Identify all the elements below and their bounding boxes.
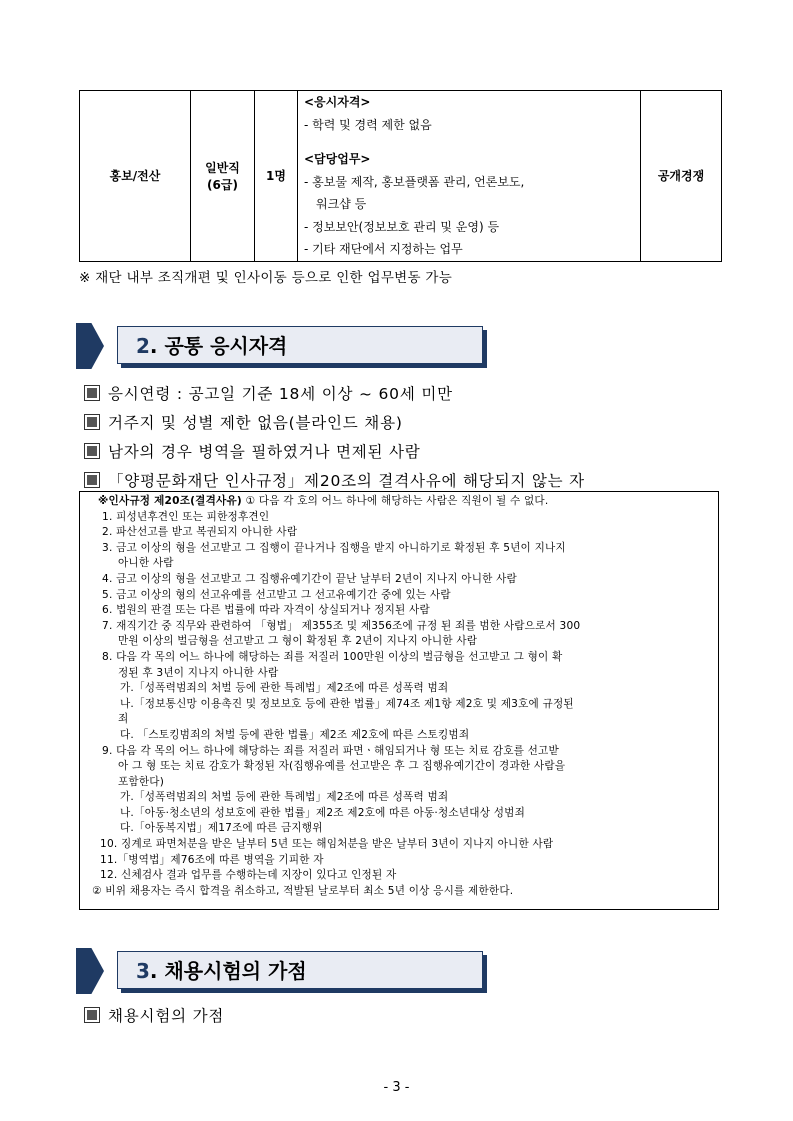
legal-line: 다. 「스토킹범죄의 처벌 등에 관한 법률」제2조 제2호에 따른 스토킹범죄 xyxy=(120,728,470,741)
grade-cell: 일반직 (6급) xyxy=(191,91,255,262)
legal-line: 다.「아동복지법」제17조에 따른 금지행위 xyxy=(120,822,323,835)
square-bullet-icon xyxy=(84,1007,100,1023)
legal-line: 6. 법원의 판결 또는 다른 법률에 따라 자격이 상실되거나 정지된 사람 xyxy=(102,604,430,617)
disqualification-box xyxy=(79,491,719,910)
legal-heading: ※인사규정 제20조(결격사유) ① 다음 각 호의 어느 하나에 해당하는 사람은 직원이 될 수 없다. xyxy=(98,495,549,507)
legal-line: 정된 후 3년이 지나지 아니한 사람 xyxy=(118,666,279,679)
legal-line: 나.「아동·청소년의 성보호에 관한 법률」제2조 제2호에 따른 아동·청소년대상 성범죄 xyxy=(120,806,526,819)
legal-line: 11.「병역법」제76조에 따른 병역을 기피한 자 xyxy=(100,853,324,866)
square-bullet-icon xyxy=(84,472,100,488)
legal-line: 만원 이상의 벌금형을 선고받고 그 형이 확정된 후 2년이 지나지 아니한 사람 xyxy=(118,635,478,648)
method-cell: 공개경쟁 xyxy=(641,91,722,262)
legal-line: 포함한다) xyxy=(118,775,165,788)
bullet-text: 「양평문화재단 인사규정」제20조의 결격사유에 해당되지 않는 자 xyxy=(108,472,585,490)
duty-line: - 학력 및 경력 제한 없음 xyxy=(304,117,432,132)
section-arrow-icon xyxy=(76,323,104,369)
page-number: - 3 - xyxy=(383,1080,410,1095)
legal-line: 10. 징계로 파면처분을 받은 날부터 5년 또는 해임처분을 받은 날부터 3년이 지나지 아니한 사람 xyxy=(100,838,554,851)
field-cell: 홍보/전산 xyxy=(80,91,191,262)
square-bullet-icon xyxy=(84,414,100,430)
legal-line: 5. 금고 이상의 형의 선고유예를 선고받고 그 선고유예기간 중에 있는 사람 xyxy=(102,588,451,601)
section-arrow-icon xyxy=(76,948,104,994)
legal-line: 12. 신체검사 결과 업무를 수행하는데 지장이 있다고 인정된 자 xyxy=(100,869,397,882)
legal-line: 4. 금고 이상의 형을 선고받고 그 집행유예기간이 끝난 날부터 2년이 지나지 아니한 사람 xyxy=(102,572,517,585)
section-2-header: 2. 공통 응시자격 xyxy=(117,326,483,364)
legal-line: 9. 다음 각 목의 어느 하나에 해당하는 죄를 저질러 파면ㆍ해임되거나 형 또는 치료 감호를 선고받 xyxy=(102,744,559,757)
legal-line: 7. 재직기간 중 직무와 관련하여 「형법」 제355조 및 제356조에 규정 된 죄를 범한 사람으로서 300 xyxy=(102,619,581,632)
legal-line: 2. 파산선고를 받고 복권되지 아니한 사람 xyxy=(102,526,298,539)
duty-heading: <담당업무> xyxy=(304,152,371,166)
duty-heading: <응시자격> xyxy=(304,95,371,109)
reorg-note: ※ 재단 내부 조직개편 및 인사이동 등으로 인한 업무변동 가능 xyxy=(79,270,453,286)
duty-spacer xyxy=(304,136,636,148)
count-cell: 1명 xyxy=(255,91,298,262)
bullet-text: 거주지 및 성별 제한 없음(블라인드 채용) xyxy=(108,414,403,432)
legal-line: 아니한 사람 xyxy=(118,557,174,570)
duty-line: 워크샵 등 xyxy=(316,197,367,211)
bullet-item xyxy=(84,410,403,434)
legal-line: 가.「성폭력범죄의 처벌 등에 관한 특례법」제2조에 따른 성폭력 범죄 xyxy=(120,791,449,804)
bullet-text: 응시연령 : 공고일 기준 18세 이상 ~ 60세 미만 xyxy=(108,385,453,403)
legal-line: 8. 다음 각 목의 어느 하나에 해당하는 죄를 저질러 100만원 이상의 벌금형을 선고받고 그 형이 확 xyxy=(102,650,563,663)
bullet-text: 남자의 경우 병역을 필하였거나 면제된 사람 xyxy=(108,443,421,461)
duty-line: - 홍보물 제작, 홍보플랫폼 관리, 언론보도, xyxy=(304,174,525,189)
bullet-item xyxy=(84,439,421,463)
job-table xyxy=(79,90,722,262)
legal-line: 죄 xyxy=(118,713,129,726)
duty-cell xyxy=(298,91,641,262)
legal-line: 3. 금고 이상의 형을 선고받고 그 집행이 끝나거나 집행을 받지 아니하기로 확정된 후 5년이 지나지 xyxy=(102,541,566,554)
duty-line: - 정보보안(정보보호 관리 및 운영) 등 xyxy=(304,219,500,234)
bullet-item xyxy=(84,468,585,492)
section-3-header: 3. 채용시험의 가점 xyxy=(117,951,483,989)
duty-line: - 기타 재단에서 지정하는 업무 xyxy=(304,242,463,256)
legal-line: ② 비위 채용자는 즉시 합격을 취소하고, 적발된 날로부터 최소 5년 이상 응시를 제한한다. xyxy=(92,884,514,897)
bullet-item xyxy=(84,381,453,405)
legal-line: 아 그 형 또는 치료 감호가 확정된 자(집행유예를 선고받은 후 그 집행유예기간이 경과한 사람을 xyxy=(118,760,566,773)
bullet-text: 채용시험의 가점 xyxy=(108,1007,225,1025)
legal-line: 가.「성폭력범죄의 처벌 등에 관한 특례법」제2조에 따른 성폭력 범죄 xyxy=(120,682,449,695)
legal-line: 나.「정보통신망 이용촉진 및 정보보호 등에 관한 법률」제74조 제1항 제2호 및 제3호에 규정된 xyxy=(120,697,574,710)
square-bullet-icon xyxy=(84,385,100,401)
bullet-item xyxy=(84,1003,224,1027)
legal-line: 1. 피성년후견인 또는 피한정후견인 xyxy=(102,510,270,523)
square-bullet-icon xyxy=(84,443,100,459)
